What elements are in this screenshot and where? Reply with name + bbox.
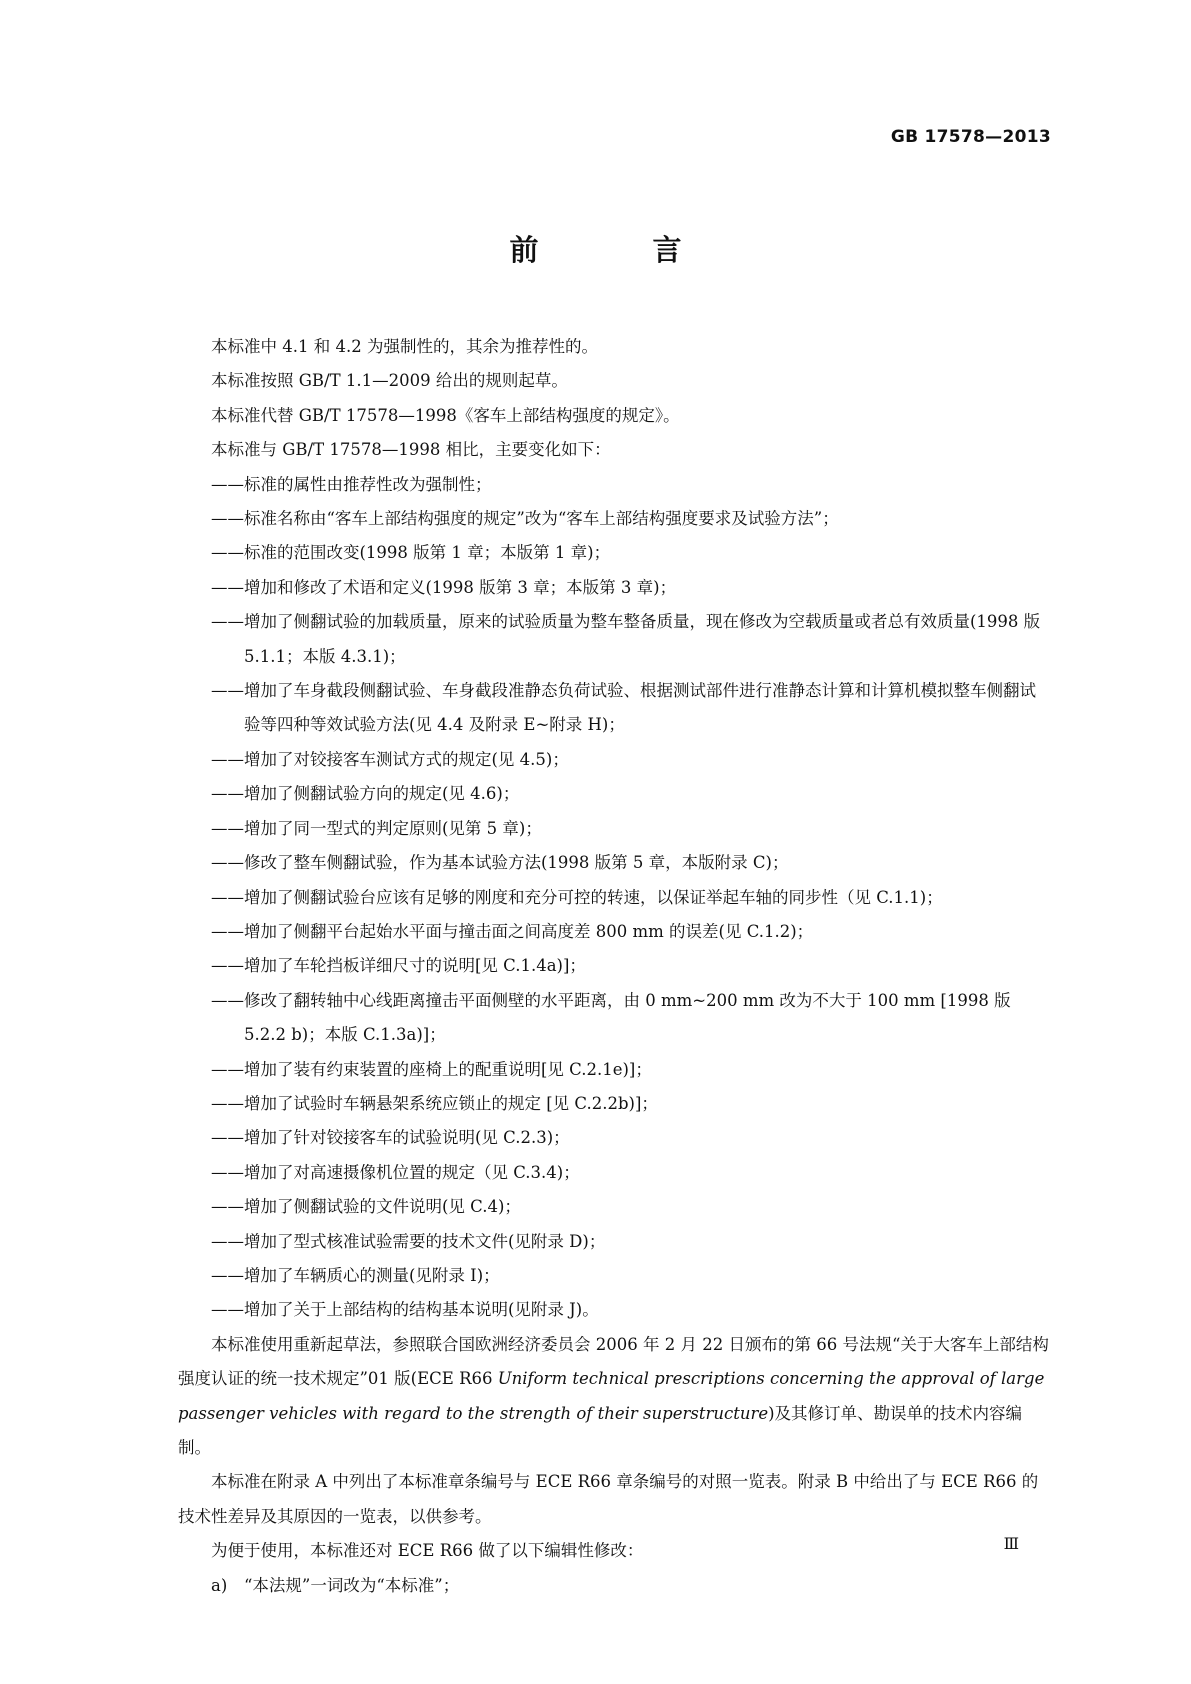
change-item: ——增加了试验时车辆悬架系统应锁止的规定 [见 C.2.2b)]； — [211, 1093, 658, 1113]
change-item: ——增加了装有约束装置的座椅上的配重说明[见 C.2.1e)]； — [211, 1059, 652, 1079]
change-item: ——增加了关于上部结构的结构基本说明(见附录 J)。 — [211, 1300, 599, 1320]
change-item: ——增加了侧翻试验方向的规定(见 4.6)； — [211, 784, 520, 804]
change-item: ——增加了型式核准试验需要的技术文件(见附录 D)； — [211, 1231, 606, 1251]
change-item: ——增加了车轮挡板详细尺寸的说明[见 C.1.4a)]； — [211, 956, 586, 976]
editorial-item — [211, 1569, 1051, 1603]
intro-paragraph: 本标准中 4.1 和 4.2 为强制性的，其余为推荐性的。 — [211, 337, 598, 356]
change-item: ——增加了对高速摄像机位置的规定（见 C.3.4)； — [211, 1162, 580, 1182]
editorial-intro: 为便于使用，本标准还对 ECE R66 做了以下编辑性修改： — [211, 1541, 644, 1561]
change-item: ——增加和修改了术语和定义(1998 版第 3 章；本版第 3 章)； — [211, 577, 677, 597]
editorial-item-label: a) — [211, 1575, 228, 1595]
standard-code: GB 17578—2013 — [890, 127, 1051, 147]
change-item: ——修改了翻转轴中心线距离撞击平面侧壁的水平距离，由 0 mm~200 mm 改为不大于 100 mm [1998 版 5.2.2 b)；本版 C.1.3a)]； — [211, 990, 1011, 1045]
intro-paragraph: 本标准按照 GB/T 1.1—2009 给出的规则起草。 — [211, 371, 568, 391]
intro-paragraph: 本标准与 GB/T 17578—1998 相比，主要变化如下： — [211, 440, 611, 460]
change-item: ——增加了针对铰接客车的试验说明(见 C.2.3)； — [211, 1128, 570, 1148]
intro-paragraph: 本标准代替 GB/T 17578—1998《客车上部结构强度的规定》。 — [211, 405, 680, 425]
change-item: ——增加了对铰接客车测试方式的规定(见 4.5)； — [211, 749, 569, 769]
change-item: ——增加了侧翻试验台应该有足够的刚度和充分可控的转速，以保证举起车轴的同步性（见 C.1.1)； — [211, 887, 943, 907]
change-item: ——增加了车辆质心的测量(见附录 I)； — [211, 1265, 500, 1285]
change-item: ——增加了车身截段侧翻试验、车身截段准静态负荷试验、根据测试部件进行准静态计算和计算机模拟整车侧翻试验等四种等效试验方法(见 4.4 及附录 E~附录 H)； — [211, 681, 1036, 735]
change-item: ——增加了侧翻试验的加载质量，原来的试验质量为整车整备质量，现在修改为空载质量或者总有效质量(1998 版 5.1.1；本版 4.3.1)； — [211, 612, 1041, 666]
editorial-list — [211, 1569, 1051, 1603]
editorial-item-text: “本法规”一词改为“本标准”； — [244, 1575, 460, 1595]
page-title: 前 言 — [509, 233, 734, 267]
ece-reference-paragraph — [178, 1328, 1051, 1466]
change-item: ——增加了同一型式的判定原则(见第 5 章)； — [211, 818, 542, 838]
ece-text-post: )及其修订单、勘误单的技术内容编制。 — [178, 1403, 1023, 1457]
change-item: ——标准名称由“客车上部结构强度的规定”改为“客车上部结构强度要求及试验方法”； — [211, 509, 839, 529]
ece-text-pre: 本标准使用重新起草法，参照联合国欧洲经济委员会 2006 年 2 月 22 日颁布的第 66 号法规“关于大客车上部结构强度认证的统一技术规定”01 版(ECE R66 — [178, 1334, 1049, 1389]
document-body — [178, 330, 1051, 1603]
ece-english-title: Uniform technical prescriptions concerning the approval of large passenger vehicles with regard to the strength of their superstructure — [178, 1369, 1045, 1423]
change-item: ——修改了整车侧翻试验，作为基本试验方法(1998 版第 5 章，本版附录 C)； — [211, 853, 789, 873]
page-number: Ⅲ — [1003, 1534, 1019, 1553]
change-item: ——标准的范围改变(1998 版第 1 章；本版第 1 章)； — [211, 543, 611, 563]
change-item: ——增加了侧翻平台起始水平面与撞击面之间高度差 800 mm 的误差(见 C.1.2)； — [211, 921, 814, 941]
annex-paragraph: 本标准在附录 A 中列出了本标准章条编号与 ECE R66 章条编号的对照一览表。附录 B 中给出了与 ECE R66 的技术性差异及其原因的一览表，以供参考。 — [178, 1472, 1039, 1526]
changes-list — [178, 468, 1051, 1328]
change-item: ——增加了侧翻试验的文件说明(见 C.4)； — [211, 1197, 521, 1217]
change-item: ——标准的属性由推荐性改为强制性； — [211, 474, 492, 494]
